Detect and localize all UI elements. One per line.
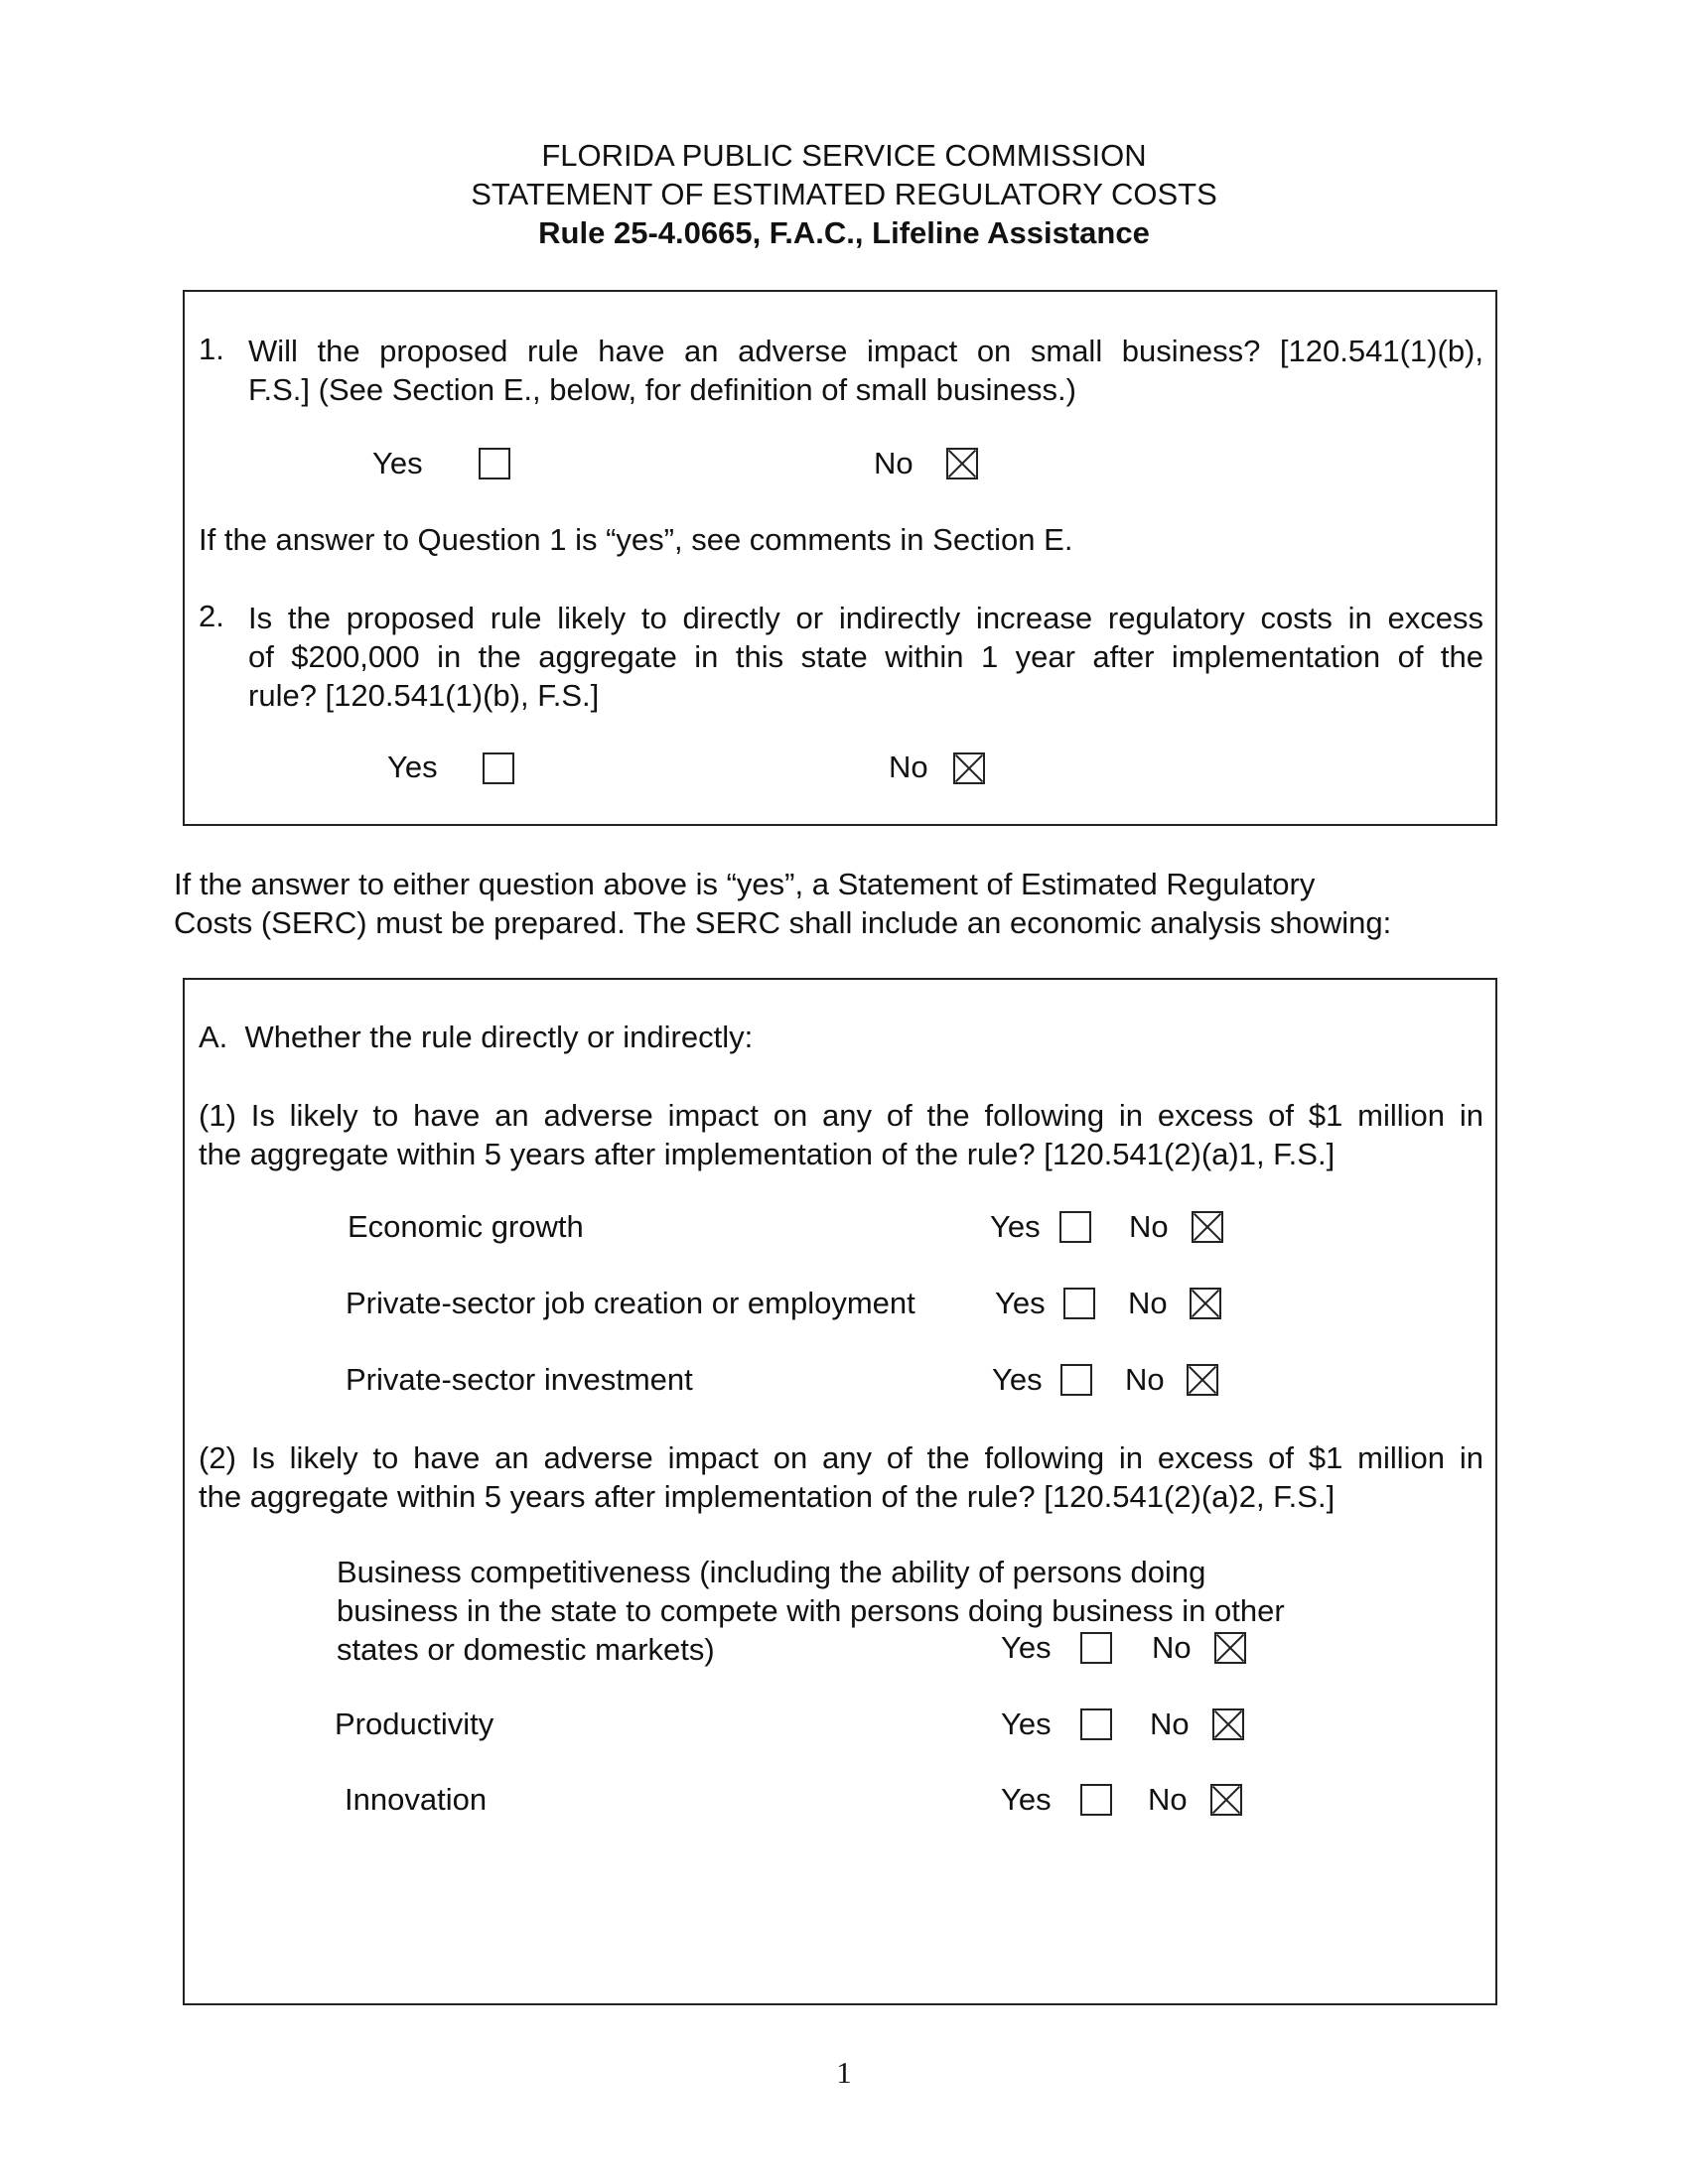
- investment-yes-label: Yes: [992, 1362, 1043, 1397]
- question-2-yes-checkbox[interactable]: [483, 752, 514, 784]
- competitiveness-label: Business competitiveness (including the ability of persons doing business in the state to compete with persons doing business in other states or domestic markets): [337, 1555, 1285, 1667]
- innovation-no-label: No: [1148, 1782, 1188, 1817]
- part-2-text: (2) Is likely to have an adverse impact on any of the following in excess of $1 million in the aggregate within 5 years after implementation of the rule? [120.541(2)(a)2, F.S.]: [199, 1440, 1483, 1514]
- question-2-no-label: No: [889, 750, 928, 784]
- investment-label: Private-sector investment: [346, 1362, 693, 1397]
- job-creation-no-checkbox[interactable]: [1190, 1288, 1221, 1319]
- question-1-no-label: No: [874, 446, 914, 480]
- investment-yes-checkbox[interactable]: [1060, 1364, 1092, 1396]
- economic-growth-no-label: No: [1129, 1209, 1169, 1244]
- productivity-yes-label: Yes: [1001, 1706, 1052, 1741]
- productivity-yes-checkbox[interactable]: [1080, 1708, 1112, 1740]
- job-creation-label: Private-sector job creation or employment: [346, 1286, 915, 1320]
- economic-growth-no-checkbox[interactable]: [1192, 1211, 1223, 1243]
- job-creation-no-label: No: [1128, 1286, 1168, 1320]
- part-1-text: (1) Is likely to have an adverse impact on any of the following in excess of $1 million in the aggregate within 5 years after implementation of the rule? [120.541(2)(a)1, F.S.]: [199, 1098, 1483, 1171]
- section-a-heading: A. Whether the rule directly or indirectly:: [199, 1020, 754, 1054]
- investment-no-checkbox[interactable]: [1187, 1364, 1218, 1396]
- question-2-yes-label: Yes: [387, 750, 438, 784]
- question-1-text: Will the proposed rule have an adverse impact on small business? [120.541(1)(b), F.S.] (See Section E., below, for definition of small business.): [248, 334, 1483, 407]
- question-2-number: 2.: [199, 599, 224, 633]
- question-1-no-checkbox[interactable]: [946, 448, 978, 479]
- job-creation-yes-checkbox[interactable]: [1063, 1288, 1095, 1319]
- economic-growth-yes-label: Yes: [990, 1209, 1041, 1244]
- header-statement-title: STATEMENT OF ESTIMATED REGULATORY COSTS: [471, 177, 1217, 211]
- question-2-text: Is the proposed rule likely to directly or indirectly increase regulatory costs in excess of $200,000 in the aggregate in this state within 1 year after implementation of the rule? [120.541(1)(b), F.S.]: [248, 601, 1483, 713]
- productivity-no-label: No: [1150, 1706, 1190, 1741]
- question-2-no-checkbox[interactable]: [953, 752, 985, 784]
- economic-growth-yes-checkbox[interactable]: [1059, 1211, 1091, 1243]
- innovation-yes-label: Yes: [1001, 1782, 1052, 1817]
- economic-growth-label: Economic growth: [348, 1209, 584, 1244]
- innovation-no-checkbox[interactable]: [1210, 1784, 1242, 1816]
- question-1-yes-label: Yes: [372, 446, 423, 480]
- competitiveness-no-checkbox[interactable]: [1214, 1632, 1246, 1664]
- competitiveness-yes-label: Yes: [1001, 1630, 1052, 1665]
- competitiveness-no-label: No: [1152, 1630, 1192, 1665]
- question-1-note: If the answer to Question 1 is “yes”, see comments in Section E.: [199, 522, 1073, 557]
- competitiveness-yes-checkbox[interactable]: [1080, 1632, 1112, 1664]
- productivity-label: Productivity: [335, 1706, 494, 1741]
- question-1-number: 1.: [199, 332, 224, 366]
- investment-no-label: No: [1125, 1362, 1165, 1397]
- page-number: 1: [836, 2055, 852, 2090]
- header-commission: FLORIDA PUBLIC SERVICE COMMISSION: [541, 138, 1147, 173]
- innovation-yes-checkbox[interactable]: [1080, 1784, 1112, 1816]
- header-rule-title: Rule 25-4.0665, F.A.C., Lifeline Assistance: [538, 215, 1150, 250]
- document-header: [0, 136, 1688, 252]
- productivity-no-checkbox[interactable]: [1212, 1708, 1244, 1740]
- innovation-label: Innovation: [345, 1782, 488, 1817]
- serc-requirement-paragraph: If the answer to either question above is “yes”, a Statement of Estimated Regulatory Costs (SERC) must be prepared. The SERC shall include an economic analysis showing:: [174, 867, 1392, 940]
- job-creation-yes-label: Yes: [995, 1286, 1046, 1320]
- question-1-yes-checkbox[interactable]: [479, 448, 510, 479]
